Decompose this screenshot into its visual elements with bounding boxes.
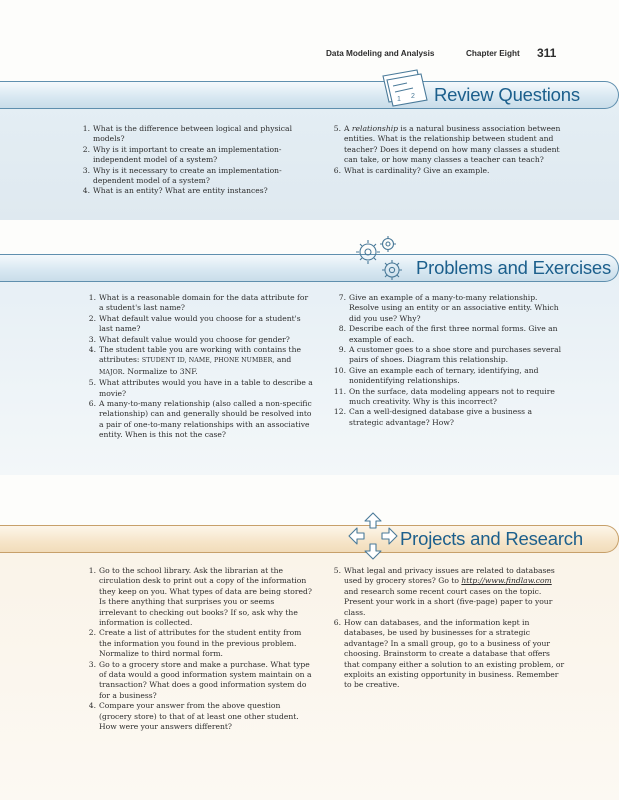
list-item: 8. Describe each of the first three normal forms. Give an example of each. — [338, 324, 558, 344]
list-item: 5. What legal and privacy issues are related to databases used by grocery stores? Go to http://www.findlaw.com and research some recent court cases on the topic. Present your work in a short (five-page) paper to your class. — [333, 566, 555, 617]
problems-right-column — [333, 293, 568, 428]
list-item: 5. A relationship is a natural business association between entities. What is the relationship between student and teacher? Does it depend on how many classes a student can take, or how many classes a teacher can teach? — [333, 124, 561, 165]
problems-left-column — [86, 293, 314, 441]
svg-text:2: 2 — [411, 93, 415, 100]
list-item: 4. The student table you are working with contains the attributes: STUDENT ID, NAME, PHONE NUMBER, and MAJOR. Normalize to 3NF. — [88, 345, 301, 376]
page-number: 311 — [537, 46, 557, 60]
list-item: 5. What attributes would you have in a table to describe a movie? — [88, 378, 313, 398]
list-item: 1. Go to the school library. Ask the librarian at the circulation desk to print out a copy of the information they keep on you. What types of data are being stored? Is there anything that surprises you or seems irrelevant to checking out books? If so, ask why the information is collected. — [88, 566, 312, 628]
problems-exercises-heading: Problems and Exercises — [416, 257, 612, 278]
svg-text:1: 1 — [397, 96, 401, 103]
list-item: 2. What default value would you choose for a student's last name? — [88, 313, 301, 334]
list-item: 12. Can a well-designed database give a business a strategic advantage? How? — [333, 407, 532, 427]
list-item: 10. Give an example each of ternary, identifying, and nonidentifying relationships. — [333, 365, 539, 386]
arrows-cycle-icon — [347, 511, 399, 561]
list-item: 7. Give an example of a many-to-many relationship. Resolve using an entity or an associative entity. Which did you use? Why? — [338, 293, 559, 323]
review-questions-right-column — [331, 124, 567, 176]
list-item: 1. What is the difference between logical and physical models? — [82, 124, 293, 144]
list-item: 9. A customer goes to a shoe store and purchases several pairs of shoes. Diagram this relationship. — [338, 345, 562, 365]
findlaw-link[interactable]: http://www.findlaw.com — [461, 576, 552, 586]
list-item: 3. What default value would you choose for gender? — [88, 334, 290, 344]
projects-right-column — [331, 566, 567, 691]
list-item: 2. Create a list of attributes for the student entity from the information you found in the previous problem. Normalize to third normal form. — [88, 628, 302, 659]
running-head — [0, 46, 619, 62]
gears-icon — [352, 232, 412, 284]
clipboard-notes-icon — [377, 66, 433, 110]
list-item: 4. What is an entity? What are entity instances? — [82, 186, 268, 196]
list-item: 1. What is a reasonable domain for the data attribute for a student's last name? — [88, 293, 309, 313]
list-item: 6. What is cardinality? Give an example. — [333, 165, 490, 175]
list-item: 4. Compare your answer from the above question (grocery store) to that of at least one other student. How were your answers different? — [88, 701, 299, 732]
running-head-chapter: Chapter Eight — [466, 49, 520, 58]
list-item: 6. How can databases, and the information kept in databases, be used by businesses for a strategic advantage? In a small group, go to a business of your choosing. Brainstorm to create a database that offers that company either a solution to an existing problem, or exploits an existing opportunity in business. Remember to be creative. — [333, 618, 565, 690]
review-questions-left-column — [80, 124, 312, 197]
list-item: 11. On the surface, data modeling appears not to require much creativity. Why is this incorrect? — [333, 386, 555, 407]
running-head-title: Data Modeling and Analysis — [326, 49, 435, 58]
list-item: 3. Go to a grocery store and make a purchase. What type of data would a good information system maintain on a transaction? What does a good information system do for a business? — [88, 659, 312, 700]
list-item: 3. Why is it necessary to create an implementation-dependent model of a system? — [82, 165, 282, 186]
list-item: 6. A many-to-many relationship (also called a non-specific relationship) can and generally should be resolved into a pair of one-to-many relationships with an associative entity. When is this not the case? — [88, 399, 312, 440]
projects-left-column — [86, 566, 314, 733]
projects-research-heading: Projects and Research — [400, 528, 583, 549]
review-questions-heading: Review Questions — [434, 84, 580, 105]
list-item: 2. Why is it important to create an implementation-independent model of a system? — [82, 144, 282, 165]
